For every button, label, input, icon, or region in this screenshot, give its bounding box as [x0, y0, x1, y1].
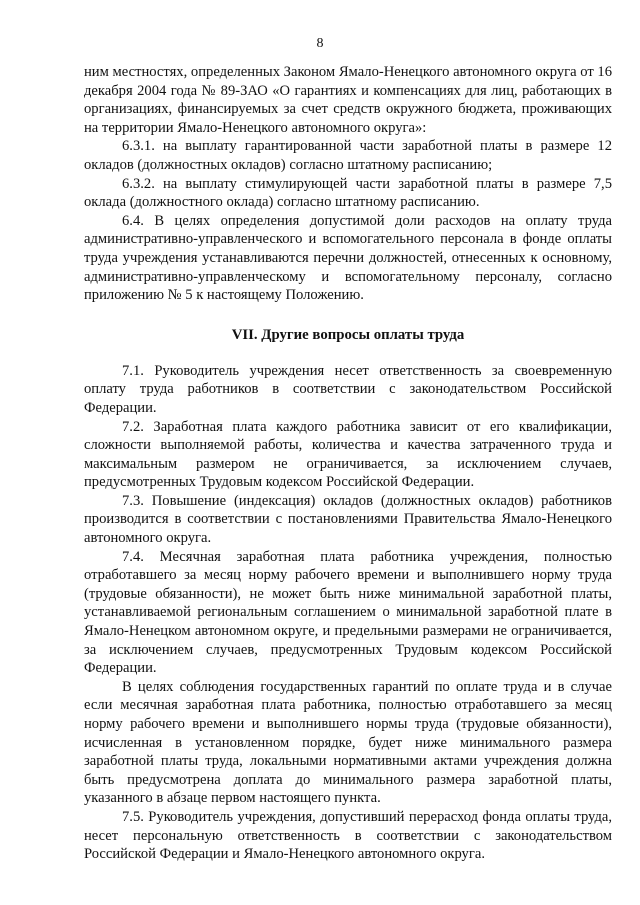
paragraph-7-2: 7.2. Заработная плата каждого работника зависит от его квалификации, сложности выполняемой работы, количества и качества затраченного труда и максимальным размером не ограничивается, за исключением случаев, предусмотренных Трудовым кодексом Российской Федерации.	[84, 418, 612, 491]
paragraph-6-3-1: 6.3.1. на выплату гарантированной части заработной платы в размере 12 окладов (должностных окладов) согласно штатному расписанию;	[84, 138, 612, 173]
paragraph-7-5: 7.5. Руководитель учреждения, допустивший перерасход фонда оплаты труда, несет персональную ответственность в соответствии с законодательством Российской Федерации и Ямало-Ненецкого автономного округа.	[84, 808, 612, 863]
page-number: 8	[316, 36, 324, 51]
paragraph-7-1: 7.1. Руководитель учреждения несет ответственность за своевременную оплату труда работников в соответствии с законодательством Российской Федерации.	[84, 362, 612, 416]
paragraph-7-4: 7.4. Месячная заработная плата работника учреждения, полностью отработавшего за месяц норму рабочего времени и выполнившего норму труда (трудовые обязанности), не может быть ниже минимальной заработной платы, устанавливаемой региональным соглашением о минимальной заработной плате в Ямало-Ненецком автономном округе, и предельными размерами не ограничивается, за исключением случаев, предусмотренных Трудовым кодексом Российской Федерации.	[84, 548, 612, 677]
paragraph-7-4-continued: В целях соблюдения государственных гарантий по оплате труда и в случае если месячная заработная плата работника, полностью отработавшего за месяц норму рабочего времени и выполнившего нормы труда (трудовые обязанности), исчисленная в установленном порядке, будет ниже минимального размера заработной платы труда, локальными нормативными актами учреждения должна быть предусмотрена доплата до минимального размера заработной платы, указанного в абзаце первом настоящего пункта.	[84, 678, 612, 807]
paragraph-7-3: 7.3. Повышение (индексация) окладов (должностных окладов) работников производится в соответствии с постановлениями Правительства Ямало-Ненецкого автономного округа.	[84, 492, 612, 547]
section-title: VII. Другие вопросы оплаты труда	[231, 326, 465, 343]
paragraph-continuation: ним местностях, определенных Законом Ямало-Ненецкого автономного округа от 16 декабря 2004 года № 89-ЗАО «О гарантиях и компенсациях для лиц, работающих в организациях, финансируемых за счет средств окружного бюджета, проживающих на территории Ямало-Ненецкого автономного округа»:	[84, 64, 612, 136]
paragraph-6-3-2: 6.3.2. на выплату стимулирующей части заработной платы в размере 7,5 оклада (должностного оклада) согласно штатному расписанию.	[84, 175, 612, 211]
paragraph-6-4: 6.4. В целях определения допустимой доли расходов на оплату труда административно-управленческого и вспомогательного персонала в фонде оплаты труда учреждения устанавливаются перечни должностей, отнесенных к основному, административно-управленческому и вспомогательному персоналу, согласно приложению № 5 к настоящему Положению.	[84, 212, 612, 304]
document-body	[84, 63, 612, 864]
